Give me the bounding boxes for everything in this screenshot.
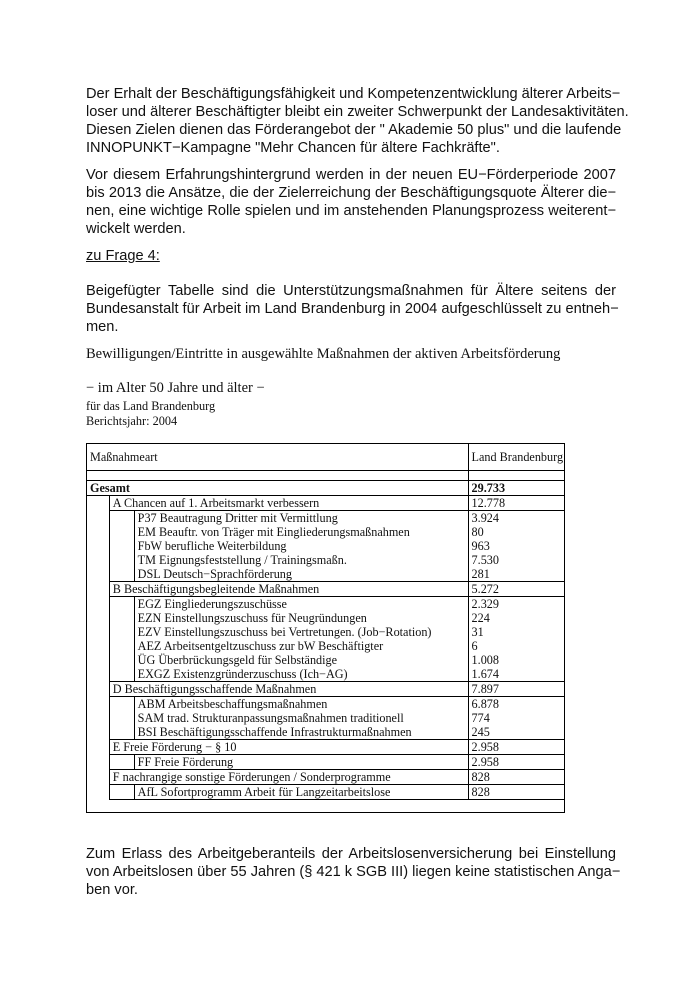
text-line: wickelt werden. [86, 221, 186, 237]
measure-label: ÜG Überbrückungsgeld für Selbständige [134, 653, 468, 667]
table-spacer-cell [87, 553, 110, 567]
table-spacer-cell [109, 525, 134, 539]
group-label: A Chancen auf 1. Arbeitsmarkt verbessern [109, 496, 468, 511]
paragraph-table-intro [86, 282, 619, 336]
text-line: Bundesanstalt für Arbeit im Land Brandenburg in 2004 aufgeschlüsselt zu entneh− [86, 301, 619, 317]
table-spacer-cell [109, 653, 134, 667]
table-row [87, 639, 565, 653]
measure-value: 31 [468, 625, 564, 639]
table-group-row [87, 582, 565, 597]
table-spacer-cell [109, 667, 134, 682]
measure-label: DSL Deutsch−Sprachförderung [134, 567, 468, 582]
table-spacer-cell [87, 697, 110, 712]
table-title: Bewilligungen/Eintritte in ausgewählte Maßnahmen der aktiven Arbeitsförderung [86, 346, 561, 362]
text-line: Zum Erlass des Arbeitgeberanteils der Arbeitslosenversicherung bei Einstellung [86, 846, 616, 862]
table-spacer-cell [109, 639, 134, 653]
table-spacer-cell [87, 597, 110, 612]
group-value: 7.897 [468, 682, 564, 697]
measure-label: FbW berufliche Weiterbildung [134, 539, 468, 553]
group-label: E Freie Förderung − § 10 [109, 740, 468, 755]
measure-value: 6.878 [468, 697, 564, 712]
table-spacer-cell [109, 800, 134, 813]
table-spacer-cell [87, 611, 110, 625]
table-spacer-cell [87, 800, 110, 813]
table-spacer-cell [87, 667, 110, 682]
table-spacer-cell [109, 697, 134, 712]
measure-label: AfL Sofortprogramm Arbeit für Langzeitarbeitslose [134, 785, 468, 800]
table-row [87, 625, 565, 639]
table-spacer-row [87, 471, 565, 481]
paragraph-older-unemployed [86, 85, 629, 157]
text-line: INNOPUNKT−Kampagne "Mehr Chancen für ältere Fachkräfte". [86, 140, 500, 156]
table-group-row [87, 770, 565, 785]
measure-label: EM Beauftr. von Träger mit Eingliederungsmaßnahmen [134, 525, 468, 539]
table-row [87, 667, 565, 682]
table-row [87, 567, 565, 582]
measure-value: 1.008 [468, 653, 564, 667]
table-spacer-cell [87, 770, 110, 785]
table-age-line: − im Alter 50 Jahre und älter − [86, 380, 265, 396]
measure-value: 224 [468, 611, 564, 625]
table-region: für das Land Brandenburg [86, 399, 216, 413]
table-spacer-cell [109, 511, 134, 526]
table-spacer-cell [468, 471, 564, 481]
measure-value: 2.329 [468, 597, 564, 612]
table-row [87, 597, 565, 612]
table-row [87, 711, 565, 725]
group-label: F nachrangige sonstige Förderungen / Sonderprogramme [109, 770, 468, 785]
table-row [87, 697, 565, 712]
measure-label: EZN Einstellungszuschuss für Neugründungen [134, 611, 468, 625]
table-spacer-cell [109, 567, 134, 582]
text-line: ben vor. [86, 882, 138, 898]
measures-table [86, 443, 565, 813]
text-line: Beigefügter Tabelle sind die Unterstützungsmaßnahmen für Ältere seitens der [86, 283, 616, 299]
measure-label: AEZ Arbeitsentgeltzuschuss zur bW Beschäftigter [134, 639, 468, 653]
table-spacer-cell [109, 539, 134, 553]
table-row [87, 785, 565, 800]
group-value: 828 [468, 770, 564, 785]
heading-text: zu Frage 4: [86, 248, 160, 264]
table-spacer-cell [87, 785, 110, 800]
total-label: Gesamt [87, 481, 469, 496]
table-row [87, 525, 565, 539]
measure-value: 828 [468, 785, 564, 800]
table-row [87, 511, 565, 526]
measure-value: 6 [468, 639, 564, 653]
table-row [87, 553, 565, 567]
table-row [87, 539, 565, 553]
measure-label: EXGZ Existenzgründerzuschuss (Ich−AG) [134, 667, 468, 682]
measure-label: BSI Beschäftigungsschaffende Infrastrukturmaßnahmen [134, 725, 468, 740]
text-line: Vor diesem Erfahrungshintergrund werden in der neuen EU−Förderperiode 2007 [86, 167, 616, 183]
table-year: Berichtsjahr: 2004 [86, 414, 178, 428]
heading-frage-4 [86, 247, 616, 265]
table-row [87, 611, 565, 625]
table-spacer-cell [109, 725, 134, 740]
table-spacer-cell [109, 611, 134, 625]
measure-label: TM Eignungsfeststellung / Trainingsmaßn. [134, 553, 468, 567]
table-spacer-cell [87, 725, 110, 740]
table-spacer-cell [87, 511, 110, 526]
measure-label: SAM trad. Strukturanpassungsmaßnahmen traditionell [134, 711, 468, 725]
table-spacer-cell [87, 625, 110, 639]
measure-label: FF Freie Förderung [134, 755, 468, 770]
table-spacer-cell [87, 539, 110, 553]
measure-value: 3.924 [468, 511, 564, 526]
header-value: Land Brandenburg [468, 444, 564, 471]
measure-value: 245 [468, 725, 564, 740]
text-line: nen, eine wichtige Rolle spielen und im anstehenden Planungsprozess weiterent− [86, 203, 616, 219]
table-group-row [87, 496, 565, 511]
measure-value: 963 [468, 539, 564, 553]
table-spacer-cell [134, 800, 468, 813]
paragraph-eu-funding [86, 166, 616, 238]
group-label: D Beschäftigungsschaffende Maßnahmen [109, 682, 468, 697]
text-line: von Arbeitslosen über 55 Jahren (§ 421 k SGB III) liegen keine statistischen Anga− [86, 864, 621, 880]
group-value: 5.272 [468, 582, 564, 597]
table-spacer-cell [109, 755, 134, 770]
text-line: loser und älterer Beschäftigter bleibt ein zweiter Schwerpunkt der Landesaktivitäten. [86, 104, 629, 120]
table-spacer-cell [87, 496, 110, 511]
measure-value: 2.958 [468, 755, 564, 770]
text-line: bis 2013 die Ansätze, die der Zielerreichung der Beschäftigungsquote Älterer die− [86, 185, 616, 201]
header-measure: Maßnahmeart [87, 444, 469, 471]
measure-value: 7.530 [468, 553, 564, 567]
table-spacer-cell [109, 785, 134, 800]
table-spacer-cell [87, 653, 110, 667]
table-spacer-cell [109, 553, 134, 567]
table-row [87, 653, 565, 667]
table-spacer-cell [87, 639, 110, 653]
table-total-row [87, 481, 565, 496]
measure-value: 281 [468, 567, 564, 582]
table-row [87, 755, 565, 770]
table-spacer-cell [109, 711, 134, 725]
text-line: men. [86, 319, 119, 335]
measure-label: EZV Einstellungszuschuss bei Vertretungen. (Job−Rotation) [134, 625, 468, 639]
table-spacer-cell [109, 597, 134, 612]
measure-value: 774 [468, 711, 564, 725]
group-label: B Beschäftigungsbegleitende Maßnahmen [109, 582, 468, 597]
measure-value: 1.674 [468, 667, 564, 682]
text-line: Diesen Zielen dienen das Förderangebot der " Akademie 50 plus" und die laufende [86, 122, 622, 138]
group-value: 12.778 [468, 496, 564, 511]
table-spacer-cell [87, 567, 110, 582]
group-value: 2.958 [468, 740, 564, 755]
table-row [87, 725, 565, 740]
table-spacer-cell [109, 625, 134, 639]
measure-label: P37 Beautragung Dritter mit Vermittlung [134, 511, 468, 526]
text-line: Der Erhalt der Beschäftigungsfähigkeit und Kompetenzentwicklung älterer Arbeits− [86, 86, 621, 102]
table-spacer-cell [87, 582, 110, 597]
table-spacer-cell [468, 800, 564, 813]
table-spacer-cell [87, 740, 110, 755]
measure-label: EGZ Eingliederungszuschüsse [134, 597, 468, 612]
table-spacer-cell [87, 682, 110, 697]
measure-value: 80 [468, 525, 564, 539]
table-header-row [87, 444, 565, 471]
paragraph-conclusion [86, 845, 621, 899]
table-spacer-cell [87, 711, 110, 725]
table-bottom-row [87, 800, 565, 813]
table-group-row [87, 740, 565, 755]
table-group-row [87, 682, 565, 697]
table-spacer-cell [87, 525, 110, 539]
table-spacer-cell [87, 755, 110, 770]
table-spacer-cell [87, 471, 469, 481]
total-value: 29.733 [468, 481, 564, 496]
measure-label: ABM Arbeitsbeschaffungsmaßnahmen [134, 697, 468, 712]
